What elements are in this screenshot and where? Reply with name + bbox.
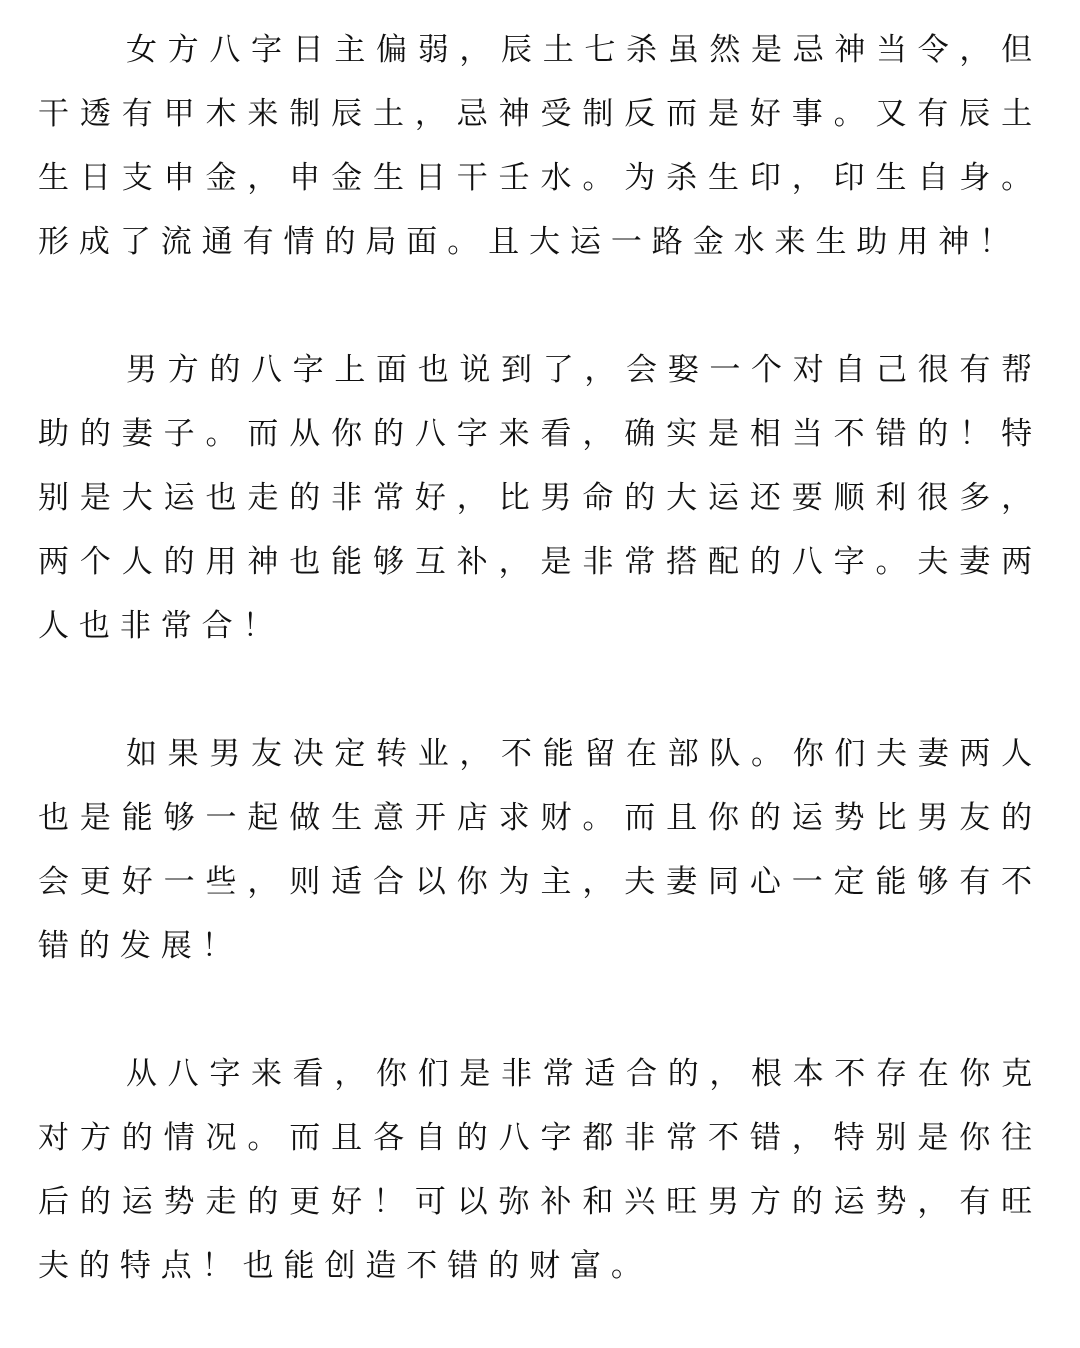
paragraph-2: 男方的八字上面也说到了，会娶一个对自己很有帮助的妻子。而从你的八字来看，确实是相当不错的！特别是大运也走的非常好，比男命的大运还要顺利很多，两个人的用神也能够互补，是非常搭配的八字。夫妻两人也非常合！	[38, 352, 1042, 644]
paragraph-1: 女方八字日主偏弱，辰土七杀虽然是忌神当令，但干透有甲木来制辰土，忌神受制反而是好事。又有辰土生日支申金，申金生日干壬水。为杀生印，印生自身。形成了流通有情的局面。且大运一路金水来生助用神！	[38, 32, 1042, 260]
article-body	[38, 18, 1042, 1298]
paragraph-4: 从八字来看，你们是非常适合的，根本不存在你克对方的情况。而且各自的八字都非常不错，特别是你往后的运势走的更好！可以弥补和兴旺男方的运势，有旺夫的特点！也能创造不错的财富。	[38, 1056, 1042, 1284]
paragraph-3: 如果男友决定转业，不能留在部队。你们夫妻两人也是能够一起做生意开店求财。而且你的运势比男友的会更好一些，则适合以你为主，夫妻同心一定能够有不错的发展！	[38, 736, 1042, 964]
